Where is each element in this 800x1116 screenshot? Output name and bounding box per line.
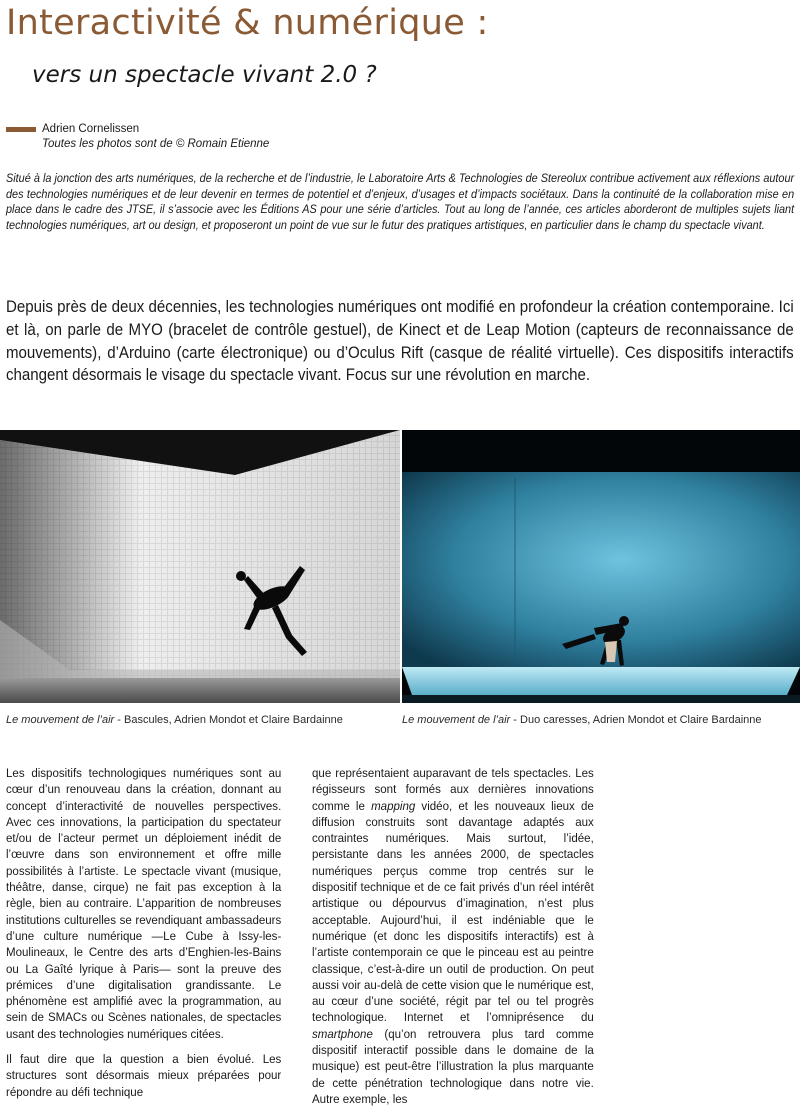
- article-title: Interactivité & numérique :: [6, 3, 489, 43]
- body-column-left: [6, 765, 281, 1109]
- photo-bascules: [0, 430, 400, 703]
- author-name: Adrien Cornelissen: [42, 123, 140, 135]
- term-smartphone: smartphone: [312, 1026, 373, 1041]
- caption-duo-rest: - Duo caresses, Adrien Mondot et Claire Bardainne: [510, 714, 762, 726]
- author-line: [6, 122, 269, 137]
- photo-duo-caresses: [402, 430, 800, 703]
- accent-bar: [6, 127, 36, 132]
- body-paragraph-2: Il faut dire que la question a bien évolué. Les structures sont désormais mieux préparées pour répondre au défi technique: [6, 1052, 282, 1099]
- photo-credit: Toutes les photos sont de © Romain Etienne: [42, 138, 270, 150]
- caption-bascules-rest: - Bascules, Adrien Mondot et Claire Bardainne: [114, 714, 343, 726]
- body-column-right: [312, 765, 594, 1116]
- body-paragraph-3: [312, 765, 594, 1107]
- body-text-b: vidéo, et les nouveaux lieux de diffusion construits sont davantage adaptés aux contraintes numériques. Mais surtout, l’idée, persistante dans les années 2000, de spectacles numériques perçus comme trop centrés sur le dispositif technique et de ce fait privés d’un réel intérêt artistique ou dépourvus d’imagination, n’est plus acceptable. Aujourd’hui, il est indéniable que le numérique (et donc les dispositifs interactifs) est à l’artiste contemporain ce que le pinceau est au peintre classique, c’est-à-dire un outil de production. On peut aussi voir au-delà de cette vision que le numérique est, au cœur d’une société, régit par tel ou tel progrès technologique. Internet et l’omniprésence du: [312, 798, 594, 1025]
- body-text-a: que représentaient auparavant de tels spectacles. Les régisseurs sont formés aux dernières innovations comme le: [312, 766, 594, 813]
- caption-bascules: [6, 713, 343, 727]
- intro-paragraph: Situé à la jonction des arts numériques, de la recherche et de l’industrie, le Laboratoire Arts & Technologies de Stereolux contribue activement aux réflexions autour des technologies numériques et de leur devenir en termes de potentiel et d’enjeux, d’usages et d’impacts sociétaux. Dans la continuité de la collaboration mise en place dans le cadre des JTSE, il s’associe avec les Éditions AS pour une série d’articles. Tout au long de l’année, ces articles aborderont de multiples sujets liant technologies numériques, art ou design, et proposeront un point de vue sur le futur des pratiques artistiques, en particulier dans le champ du spectacle vivant.: [6, 173, 795, 232]
- photo-duo-caresses-image: [402, 430, 800, 703]
- byline: [6, 122, 269, 152]
- article-subtitle: vers un spectacle vivant 2.0 ?: [32, 62, 377, 88]
- caption-duo-title: Le mouvement de l’air: [402, 714, 511, 726]
- caption-bascules-title: Le mouvement de l’air: [6, 714, 115, 726]
- body-text-c: (qu’on retrouvera plus tard comme dispositif interactif possible dans le domaine de la musique) est peut-être l’illustration la plus marquante de cette pénétration technologique dans notre vie. Autre exemple, les: [312, 1026, 594, 1106]
- caption-duo-caresses: [402, 713, 762, 727]
- photo-bascules-image: [0, 430, 400, 703]
- lead-paragraph: Depuis près de deux décennies, les technologies numériques ont modifié en profondeur la création contemporaine. Ici et là, on parle de MYO (bracelet de contrôle gestuel), de Kinect et de Leap Motion (capteurs de reconnaissance de mouvements), d’Arduino (carte électronique) ou d’Oculus Rift (casque de réalité virtuelle). Ces dispositifs interactifs changent désormais le visage du spectacle vivant. Focus sur une révolution en marche.: [6, 298, 794, 385]
- term-mapping: mapping: [371, 798, 416, 813]
- body-paragraph-1: Les dispositifs technologiques numériques sont au cœur d’un renouveau dans la création, donnant au concept d’interactivité de nouvelles perspectives. Avec ces innovations, la participation du spectateur et/ou de l’acteur permet un déploiement inédit de l’œuvre dans son environnement et offre mille possibilités à l’artiste. Le spectacle vivant (musique, théâtre, danse, cirque) ne fait pas exception à la règle, bien au contraire. L’apparition de nombreuses institutions culturelles se revendiquant ambassadeurs d’une culture numérique —Le Cube à Issy-les-Moulineaux, le Centre des arts d’Enghien-les-Bains ou La Gaîté lyrique à Paris— sont la preuve des prémices d’une digitalisation grandissante. Le phénomène est amplifié avec la programmation, au sein de SMACs ou Scènes nationales, de spectacles usant des technologies numériques citées.: [6, 766, 282, 1041]
